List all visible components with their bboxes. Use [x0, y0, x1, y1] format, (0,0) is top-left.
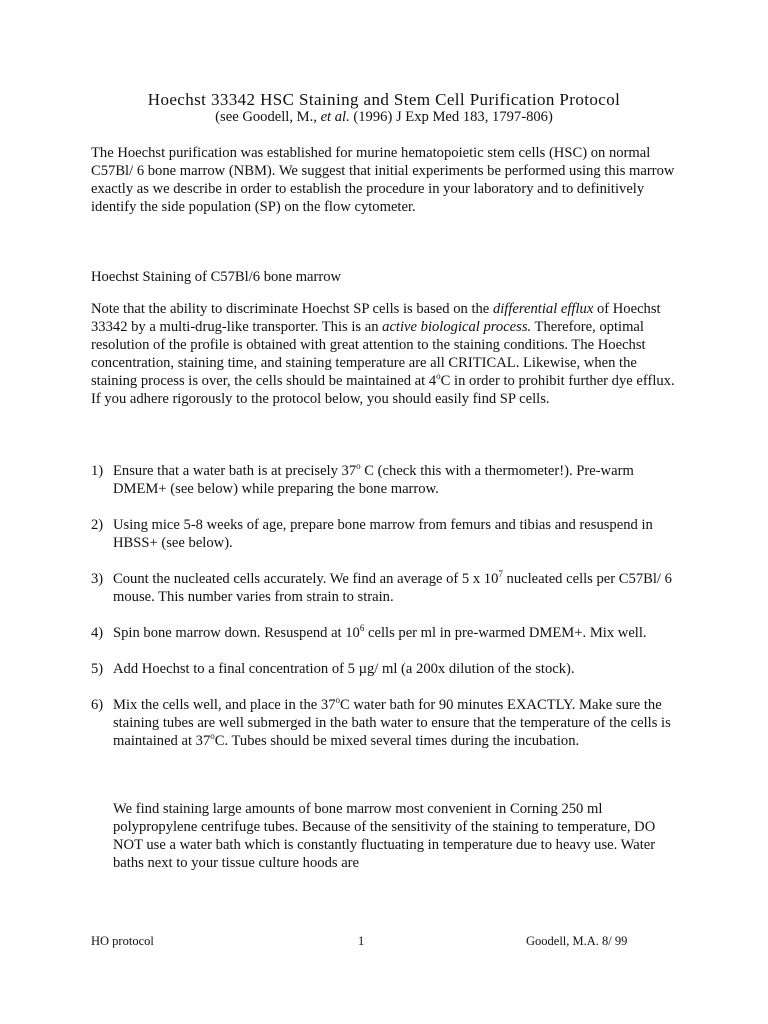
step-text: Spin bone marrow down. Resuspend at 10 — [113, 625, 360, 641]
step-superscript-2: o — [210, 731, 215, 742]
list-item — [91, 624, 681, 642]
citation-text-pre: (see Goodell, M., — [215, 109, 321, 125]
step-superscript: o — [356, 461, 361, 472]
step-superscript: 6 — [359, 623, 365, 634]
step-superscript: o — [335, 695, 340, 706]
step-text: Mix the cells well, and place in the 37 — [113, 697, 336, 713]
step-text-cont: C water bath for 90 minutes EXACTLY. Make sure the staining tubes are well submerged in the bath water to ensure that the temperature of the cells is maintained at 37 — [113, 697, 671, 749]
note-emphasis-1: differential efflux — [492, 301, 594, 317]
step-number: 3) — [91, 571, 104, 587]
step-text-cont: nucleated cells per C57Bl/ 6 mouse. This number varies from strain to strain. — [113, 571, 672, 605]
footer-author-date: Goodell, M.A. 8/ 99 — [526, 934, 628, 948]
footer-document-name: HO protocol — [91, 934, 154, 948]
protocol-steps-list — [91, 462, 681, 768]
step-text-cont: C (check this with a thermometer!). Pre-warm DMEM+ (see below) while preparing the bone marrow. — [113, 463, 634, 497]
list-item — [91, 660, 681, 678]
page-title: Hoechst 33342 HSC Staining and Stem Cell Purification Protocol — [147, 90, 621, 109]
list-item — [91, 516, 681, 552]
step-number: 6) — [91, 697, 104, 713]
degree-superscript: o — [436, 371, 441, 382]
step-text-cont-2: C. Tubes should be mixed several times during the incubation. — [214, 733, 580, 749]
section-heading: Hoechst Staining of C57Bl/6 bone marrow — [91, 269, 342, 285]
step-text: Ensure that a water bath is at precisely 37 — [113, 463, 357, 479]
citation-subtitle — [0, 108, 768, 126]
step-number: 2) — [91, 517, 104, 533]
footer-page-number: 1 — [358, 934, 365, 948]
step-text-cont: cells per ml in pre-warmed DMEM+. Mix well. — [364, 625, 647, 641]
step-number: 4) — [91, 625, 104, 641]
step-text: Count the nucleated cells accurately. We find an average of 5 x 10 — [113, 571, 499, 587]
step-number: 1) — [91, 463, 104, 479]
step-text: Add Hoechst to a final concentration of 5 µg/ ml (a 200x dilution of the stock). — [113, 661, 575, 677]
continuation-paragraph: We find staining large amounts of bone marrow most convenient in Corning 250 ml polypropylene centrifuge tubes. Because of the sensitivity of the staining to temperature, DO NOT use a water bath which is constantly fluctuating in temperature due to heavy use. Water baths next to your tissue culture hoods are — [113, 801, 656, 871]
step-text: Using mice 5-8 weeks of age, prepare bone marrow from femurs and tibias and resuspend in HBSS+ (see below). — [113, 517, 653, 551]
note-text-2: of Hoechst 33342 by a multi-drug-like transporter. This is an — [91, 301, 661, 335]
step-number: 5) — [91, 661, 104, 677]
list-item — [91, 570, 681, 606]
intro-paragraph: The Hoechst purification was established for murine hematopoietic stem cells (HSC) on normal C57Bl/ 6 bone marrow (NBM). We suggest that initial experiments be performed using this marrow exactly as we describe in order to establish the procedure in your laboratory and to definitively identify the side population (SP) on the flow cytometer. — [91, 145, 675, 215]
list-item — [91, 696, 681, 750]
list-item — [91, 462, 681, 498]
step-superscript: 7 — [498, 569, 503, 580]
citation-et-al: et al. — [320, 109, 350, 125]
citation-text-post: (1996) J Exp Med 183, 1797-806) — [349, 109, 553, 125]
note-text-1: Note that the ability to discriminate Hoechst SP cells is based on the — [91, 301, 493, 317]
note-text-3: Therefore, optimal resolution of the profile is obtained with great attention to the staining conditions. The Hoechst concentration, staining time, and staining temperature are all CRITICAL. Likewise, when the staining process is over, the cells should be maintained at 4 — [91, 319, 646, 389]
note-text-4: C in order to prohibit further dye efflux. If you adhere rigorously to the protocol below, you should easily find SP cells. — [91, 373, 675, 407]
note-paragraph — [91, 300, 681, 408]
note-emphasis-2: active biological process. — [382, 319, 532, 335]
